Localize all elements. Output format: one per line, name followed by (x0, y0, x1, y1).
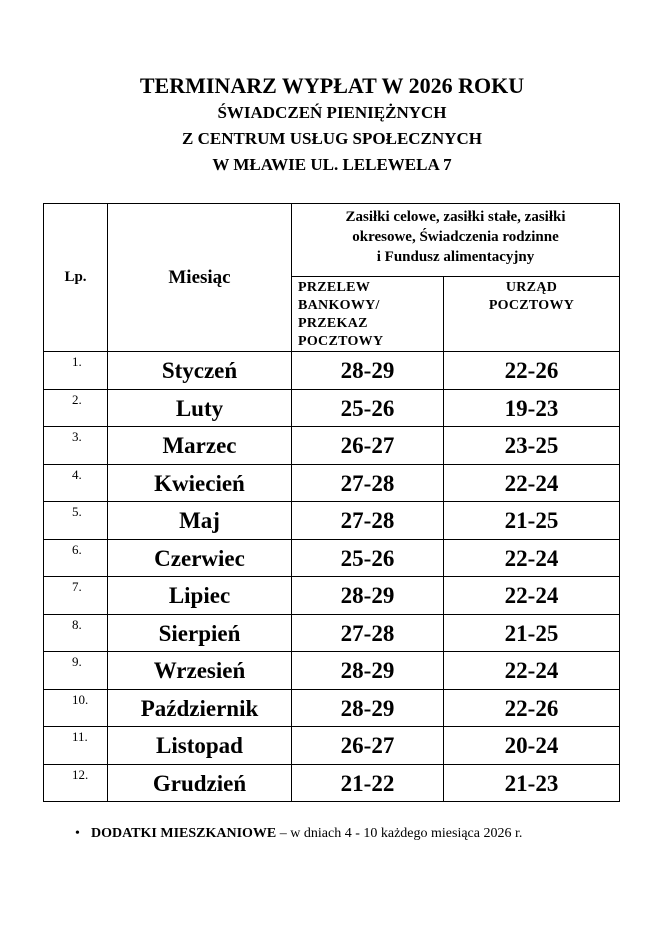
row-transfer-dates: 28-29 (292, 652, 444, 690)
column-header-bank-transfer (292, 277, 444, 352)
row-number: 1. (44, 352, 108, 390)
column-header-lp: Lp. (44, 204, 108, 352)
row-transfer-dates: 21-22 (292, 764, 444, 802)
row-month: Marzec (108, 427, 292, 465)
column-group-header (292, 204, 620, 277)
row-post-office-dates: 22-24 (444, 539, 620, 577)
row-transfer-dates: 28-29 (292, 577, 444, 615)
row-month: Kwiecień (108, 464, 292, 502)
row-number: 11. (44, 727, 108, 765)
row-post-office-dates: 22-24 (444, 577, 620, 615)
row-post-office-dates: 22-24 (444, 652, 620, 690)
row-number: 8. (44, 614, 108, 652)
row-number: 6. (44, 539, 108, 577)
row-transfer-dates: 28-29 (292, 352, 444, 390)
document-title: TERMINARZ WYPŁAT W 2026 ROKU (139, 73, 525, 98)
table-row (44, 539, 620, 577)
table-row (44, 352, 620, 390)
table-row (44, 764, 620, 802)
przelew-line-1: PRZELEW (298, 280, 371, 295)
table-row (44, 614, 620, 652)
row-month: Sierpień (108, 614, 292, 652)
column-header-month: Miesiąc (108, 204, 292, 352)
table-row (44, 427, 620, 465)
row-number: 4. (44, 464, 108, 502)
row-month: Wrzesień (108, 652, 292, 690)
row-post-office-dates: 19-23 (444, 389, 620, 427)
row-post-office-dates: 20-24 (444, 727, 620, 765)
table-row (44, 464, 620, 502)
row-post-office-dates: 22-26 (444, 352, 620, 390)
table-row (44, 389, 620, 427)
row-transfer-dates: 28-29 (292, 689, 444, 727)
row-number: 10. (44, 689, 108, 727)
row-transfer-dates: 26-27 (292, 427, 444, 465)
table-row (44, 577, 620, 615)
row-number: 2. (44, 389, 108, 427)
row-month: Luty (108, 389, 292, 427)
przelew-line-4: POCZTOWY (298, 334, 384, 349)
row-post-office-dates: 21-23 (444, 764, 620, 802)
bullet-icon: • (75, 826, 80, 841)
column-header-post-office (444, 277, 620, 352)
row-number: 3. (44, 427, 108, 465)
row-transfer-dates: 27-28 (292, 502, 444, 540)
row-number: 12. (44, 764, 108, 802)
row-month: Październik (108, 689, 292, 727)
payment-schedule-table (43, 203, 620, 802)
row-month: Grudzień (108, 764, 292, 802)
table-header-row (44, 204, 620, 277)
footnote-bold-label: DODATKI MIESZKANIOWE (91, 826, 277, 841)
group-header-line-2: okresowe, Świadczenia rodzinne (352, 229, 559, 245)
footnote-housing-allowance (75, 826, 522, 842)
row-month: Styczeń (108, 352, 292, 390)
subtitle-line-2: ŚWIADCZEŃ PIENIĘŻNYCH (217, 103, 447, 122)
footnote-text: – w dniach 4 - 10 każdego miesiąca 2026 r. (276, 826, 523, 841)
row-transfer-dates: 27-28 (292, 614, 444, 652)
row-number: 5. (44, 502, 108, 540)
przelew-line-3: PRZEKAZ (298, 316, 368, 331)
row-post-office-dates: 21-25 (444, 502, 620, 540)
row-month: Listopad (108, 727, 292, 765)
row-number: 7. (44, 577, 108, 615)
document-header (0, 72, 664, 178)
urzad-line-1: URZĄD (505, 280, 558, 295)
przelew-line-2: BANKOWY/ (298, 298, 380, 313)
group-header-line-1: Zasiłki celowe, zasiłki stałe, zasiłki (345, 209, 566, 225)
row-month: Maj (108, 502, 292, 540)
table-row (44, 727, 620, 765)
row-number: 9. (44, 652, 108, 690)
row-transfer-dates: 27-28 (292, 464, 444, 502)
row-post-office-dates: 22-26 (444, 689, 620, 727)
row-month: Lipiec (108, 577, 292, 615)
row-transfer-dates: 25-26 (292, 389, 444, 427)
urzad-line-2: POCZTOWY (488, 298, 575, 313)
row-post-office-dates: 22-24 (444, 464, 620, 502)
row-post-office-dates: 23-25 (444, 427, 620, 465)
row-transfer-dates: 26-27 (292, 727, 444, 765)
subtitle-line-3: Z CENTRUM USŁUG SPOŁECZNYCH (182, 129, 482, 148)
row-transfer-dates: 25-26 (292, 539, 444, 577)
table-row (44, 652, 620, 690)
row-post-office-dates: 21-25 (444, 614, 620, 652)
subtitle-line-4: W MŁAWIE UL. LELEWELA 7 (212, 155, 452, 174)
table-row (44, 689, 620, 727)
row-month: Czerwiec (108, 539, 292, 577)
group-header-line-3: i Fundusz alimentacyjny (376, 249, 535, 265)
table-row (44, 502, 620, 540)
